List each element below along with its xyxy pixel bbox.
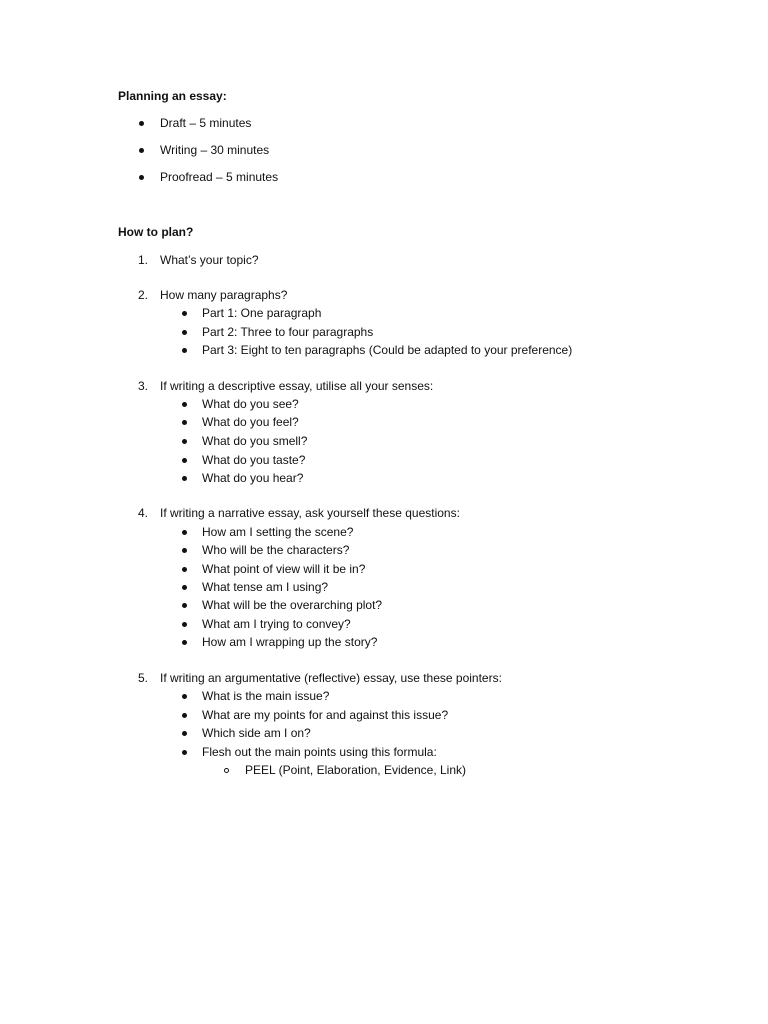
step-number: 2. (138, 288, 149, 302)
bullet-icon (182, 713, 187, 718)
sub-list-item: Part 2: Three to four paragraphs (202, 325, 374, 339)
step-text: If writing a descriptive essay, utilise all your senses: (160, 379, 434, 393)
bullet-icon (182, 330, 187, 335)
step-number: 3. (138, 379, 149, 393)
bullet-icon (182, 640, 187, 645)
bullet-icon (139, 148, 144, 153)
list-item: Draft – 5 minutes (160, 116, 252, 130)
bullet-icon (182, 585, 187, 590)
bullet-icon (182, 548, 187, 553)
bullet-icon (139, 121, 144, 126)
step-number: 4. (138, 506, 149, 520)
bullet-icon (182, 567, 187, 572)
list-item: Writing – 30 minutes (160, 143, 270, 157)
step-text: What’s your topic? (160, 253, 259, 267)
step-text: If writing an argumentative (reflective) essay, use these pointers: (160, 671, 502, 685)
step-number: 1. (138, 253, 149, 267)
step-number: 5. (138, 671, 149, 685)
sub-list-item: How am I setting the scene? (202, 525, 354, 539)
bullet-icon (182, 622, 187, 627)
bullet-icon (182, 402, 187, 407)
sub-list-item: Flesh out the main points using this formula: (202, 745, 437, 759)
sub-list-item: What am I trying to convey? (202, 617, 351, 631)
bullet-icon (182, 420, 187, 425)
sub-sub-list-item: PEEL (Point, Elaboration, Evidence, Link) (245, 763, 467, 777)
sub-list-item: What is the main issue? (202, 689, 330, 703)
bullet-icon (182, 439, 187, 444)
bullet-icon (182, 311, 187, 316)
bullet-icon (182, 458, 187, 463)
sub-list-item: Part 3: Eight to ten paragraphs (Could be adapted to your preference) (202, 343, 573, 357)
bullet-icon (139, 175, 144, 180)
sub-list-item: What do you taste? (202, 453, 306, 467)
list-item: Proofread – 5 minutes (160, 170, 279, 184)
step-text: How many paragraphs? (160, 288, 288, 302)
section-heading-planning: Planning an essay: (118, 89, 227, 103)
sub-list-item: What do you smell? (202, 434, 308, 448)
bullet-icon (182, 603, 187, 608)
step-text: If writing a narrative essay, ask yourself these questions: (160, 506, 460, 520)
sub-list-item: How am I wrapping up the story? (202, 635, 378, 649)
sub-list-item: What do you see? (202, 397, 299, 411)
section-heading-how-to-plan: How to plan? (118, 225, 194, 239)
sub-list-item: Which side am I on? (202, 726, 311, 740)
bullet-icon (182, 348, 187, 353)
sub-list-item: What do you hear? (202, 471, 304, 485)
bullet-icon (182, 476, 187, 481)
sub-list-item: What do you feel? (202, 415, 299, 429)
bullet-icon (182, 750, 187, 755)
bullet-icon (182, 694, 187, 699)
sub-list-item: What are my points for and against this issue? (202, 708, 449, 722)
bullet-icon (182, 731, 187, 736)
ring-bullet-icon (224, 768, 229, 773)
sub-list-item: What tense am I using? (202, 580, 329, 594)
bullet-icon (182, 530, 187, 535)
sub-list-item: What will be the overarching plot? (202, 598, 383, 612)
sub-list-item: What point of view will it be in? (202, 562, 366, 576)
sub-list-item: Part 1: One paragraph (202, 306, 322, 320)
sub-list-item: Who will be the characters? (202, 543, 350, 557)
